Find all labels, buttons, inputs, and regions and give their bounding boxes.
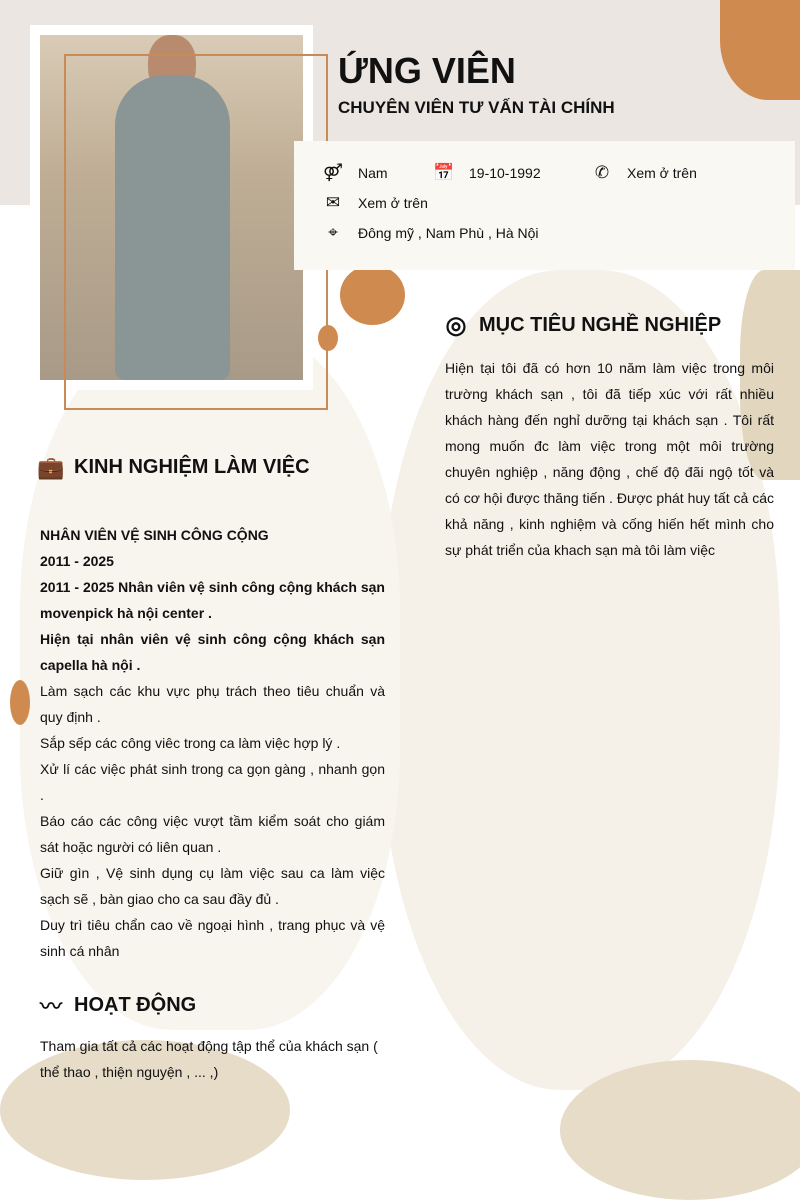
duty-item: Làm sạch các khu vực phụ trách theo tiêu chuẩn và quy định . bbox=[40, 683, 385, 725]
experience-title: KINH NGHIỆM LÀM VIỆC bbox=[74, 456, 310, 478]
phone-item bbox=[591, 163, 697, 183]
target-icon: ◎ bbox=[445, 312, 467, 339]
address-item bbox=[322, 223, 539, 243]
pulse-icon: 〰 bbox=[40, 994, 63, 1019]
phone-icon: ✆ bbox=[594, 163, 610, 182]
experience-content bbox=[40, 522, 385, 964]
decor-blob bbox=[10, 680, 30, 725]
photo-accent-border bbox=[64, 54, 328, 410]
duty-item: Xử lí các việc phát sinh trong ca gọn gàng , nhanh gọn . bbox=[40, 761, 385, 803]
decor-blob bbox=[340, 265, 405, 325]
job-position: NHÂN VIÊN VỆ SINH CÔNG CỘNG bbox=[40, 527, 269, 543]
gender-value: Nam bbox=[358, 165, 388, 181]
decor-blob bbox=[560, 1060, 800, 1200]
objective-text: Hiện tại tôi đã có hơn 10 năm làm việc trong môi trường khách sạn , tôi đã tiếp xúc với rất nhiều khách hàng đến nghỉ dưỡng tại khách sạn . Tôi rất mong muốn đc làm việc trong một môi trường chuyên nghiệp , năng động , chế độ đãi ngộ tốt và có cơ hội được thăng tiến . Được phát huy tất cả các khả năng , kinh nghiệm và cống hiến hết mình cho sự phát triển của khach sạn mà tôi làm việc bbox=[445, 360, 774, 558]
birthday-item bbox=[433, 163, 541, 183]
gender-icon: ⚤ bbox=[323, 163, 343, 182]
job-detail: 2011 - 2025 Nhân viên vệ sinh công cộng khách sạn movenpick hà nội center . bbox=[40, 579, 385, 621]
envelope-icon: ✉ bbox=[325, 193, 341, 212]
job-period: 2011 - 2025 bbox=[40, 553, 114, 569]
activities-title: HOẠT ĐỘNG bbox=[74, 994, 197, 1016]
email-item bbox=[322, 193, 428, 213]
location-pin-icon: ⌖ bbox=[328, 223, 338, 242]
duty-item: Duy trì tiêu chẩn cao về ngoại hình , trang phục và vệ sinh cá nhân bbox=[40, 917, 385, 959]
objective-heading bbox=[445, 314, 721, 337]
experience-heading bbox=[37, 454, 310, 480]
gender-item bbox=[322, 163, 388, 183]
duty-item: Báo cáo các công việc vượt tầm kiểm soát cho giám sát hoặc người có liên quan . bbox=[40, 813, 385, 855]
candidate-role: CHUYÊN VIÊN TƯ VẤN TÀI CHÍNH bbox=[338, 98, 615, 117]
job-detail: Hiện tại nhân viên vệ sinh công cộng khách sạn capella hà nội . bbox=[40, 631, 385, 673]
calendar-icon: 📅 bbox=[433, 163, 455, 182]
phone-value: Xem ở trên bbox=[627, 165, 697, 181]
briefcase-icon: 💼 bbox=[37, 454, 65, 480]
activities-heading bbox=[40, 994, 196, 1017]
duty-item: Giữ gìn , Vệ sinh dụng cụ làm việc sau ca làm việc sạch sẽ , bàn giao cho ca sau đầy đủ . bbox=[40, 865, 385, 907]
activities-text: Tham gia tất cả các hoạt động tập thể của khách sạn ( thể thao , thiện nguyện , ... ,) bbox=[40, 1038, 378, 1080]
email-value: Xem ở trên bbox=[358, 195, 428, 211]
objective-title: MỤC TIÊU NGHỀ NGHIỆP bbox=[479, 314, 722, 336]
address-value: Đông mỹ , Nam Phù , Hà Nội bbox=[358, 225, 539, 241]
duty-item: Sắp sếp các công viêc trong ca làm việc hợp lý . bbox=[40, 735, 341, 751]
candidate-name: ỨNG VIÊN bbox=[338, 50, 516, 91]
birthday-value: 19-10-1992 bbox=[469, 165, 541, 181]
